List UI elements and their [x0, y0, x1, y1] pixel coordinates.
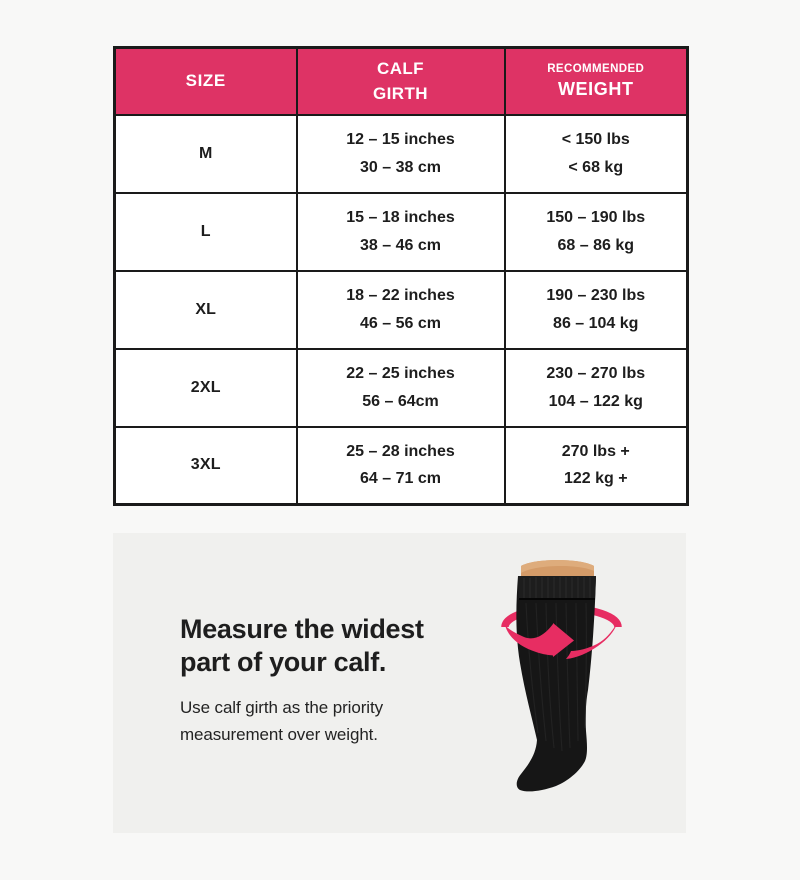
- weight-cell: [505, 349, 688, 427]
- size-chart-table: [113, 46, 689, 506]
- table-row-3xl: [115, 427, 688, 505]
- table-row-m: [115, 115, 688, 193]
- size-cell: 2XL: [115, 349, 297, 427]
- size-cell: 3XL: [115, 427, 297, 505]
- info-body-line1: Use calf girth as the priority: [180, 698, 383, 717]
- sock-shape: [516, 576, 596, 791]
- table-header-row: [115, 48, 688, 115]
- weight-cell: [505, 115, 688, 193]
- calf-girth-cell: [297, 349, 505, 427]
- header-calf-line2: GIRTH: [373, 84, 428, 104]
- header-recommended-weight: [505, 48, 688, 115]
- calf-inches: 15 – 18 inches: [346, 209, 455, 226]
- size-cell: XL: [115, 271, 297, 349]
- calf-girth-cell: [297, 271, 505, 349]
- weight-lbs: < 150 lbs: [561, 131, 630, 148]
- weight-lbs: 230 – 270 lbs: [546, 365, 646, 382]
- header-calf-line1: CALF: [377, 59, 424, 79]
- calf-inches: 22 – 25 inches: [346, 365, 455, 382]
- info-text-block: [180, 613, 424, 748]
- calf-girth-cell: [297, 193, 505, 271]
- header-size-label: SIZE: [185, 71, 226, 91]
- calf-girth-cell: [297, 115, 505, 193]
- info-heading: [180, 613, 424, 679]
- info-heading-line1: Measure the widest: [180, 614, 424, 644]
- weight-kg: 86 – 104 kg: [553, 314, 639, 332]
- info-body-line2: measurement over weight.: [180, 725, 378, 744]
- calf-girth-cell: [297, 427, 505, 505]
- table-row-2xl: [115, 349, 688, 427]
- weight-kg: < 68 kg: [568, 158, 624, 176]
- calf-cm: 64 – 71 cm: [360, 470, 441, 488]
- calf-cm: 46 – 56 cm: [360, 314, 441, 332]
- weight-kg: 122 kg +: [563, 470, 628, 488]
- weight-lbs: 150 – 190 lbs: [546, 209, 646, 226]
- weight-lbs: 190 – 230 lbs: [546, 287, 646, 304]
- header-calf-girth: [297, 48, 505, 115]
- weight-cell: [505, 193, 688, 271]
- size-cell: L: [115, 193, 297, 271]
- header-size: [115, 48, 297, 115]
- weight-kg: 104 – 122 kg: [548, 392, 643, 410]
- size-cell: M: [115, 115, 297, 193]
- weight-kg: 68 – 86 kg: [557, 236, 634, 254]
- weight-cell: [505, 271, 688, 349]
- compression-sock-image: [470, 543, 695, 833]
- calf-cm: 38 – 46 cm: [360, 236, 441, 254]
- table-row-l: [115, 193, 688, 271]
- calf-inches: 18 – 22 inches: [346, 287, 455, 304]
- header-weight-line1: RECOMMENDED: [547, 63, 645, 76]
- calf-inches: 25 – 28 inches: [346, 442, 455, 460]
- header-weight-line2: WEIGHT: [557, 79, 634, 100]
- table-row-xl: [115, 271, 688, 349]
- info-heading-line2: part of your calf.: [180, 647, 387, 677]
- calf-cm: 30 – 38 cm: [360, 158, 441, 176]
- info-body: [180, 694, 424, 748]
- measure-info-panel: [113, 533, 686, 833]
- weight-lbs: 270 lbs +: [561, 442, 630, 460]
- weight-cell: [505, 427, 688, 505]
- calf-inches: 12 – 15 inches: [346, 131, 455, 148]
- calf-cm: 56 – 64cm: [362, 392, 439, 410]
